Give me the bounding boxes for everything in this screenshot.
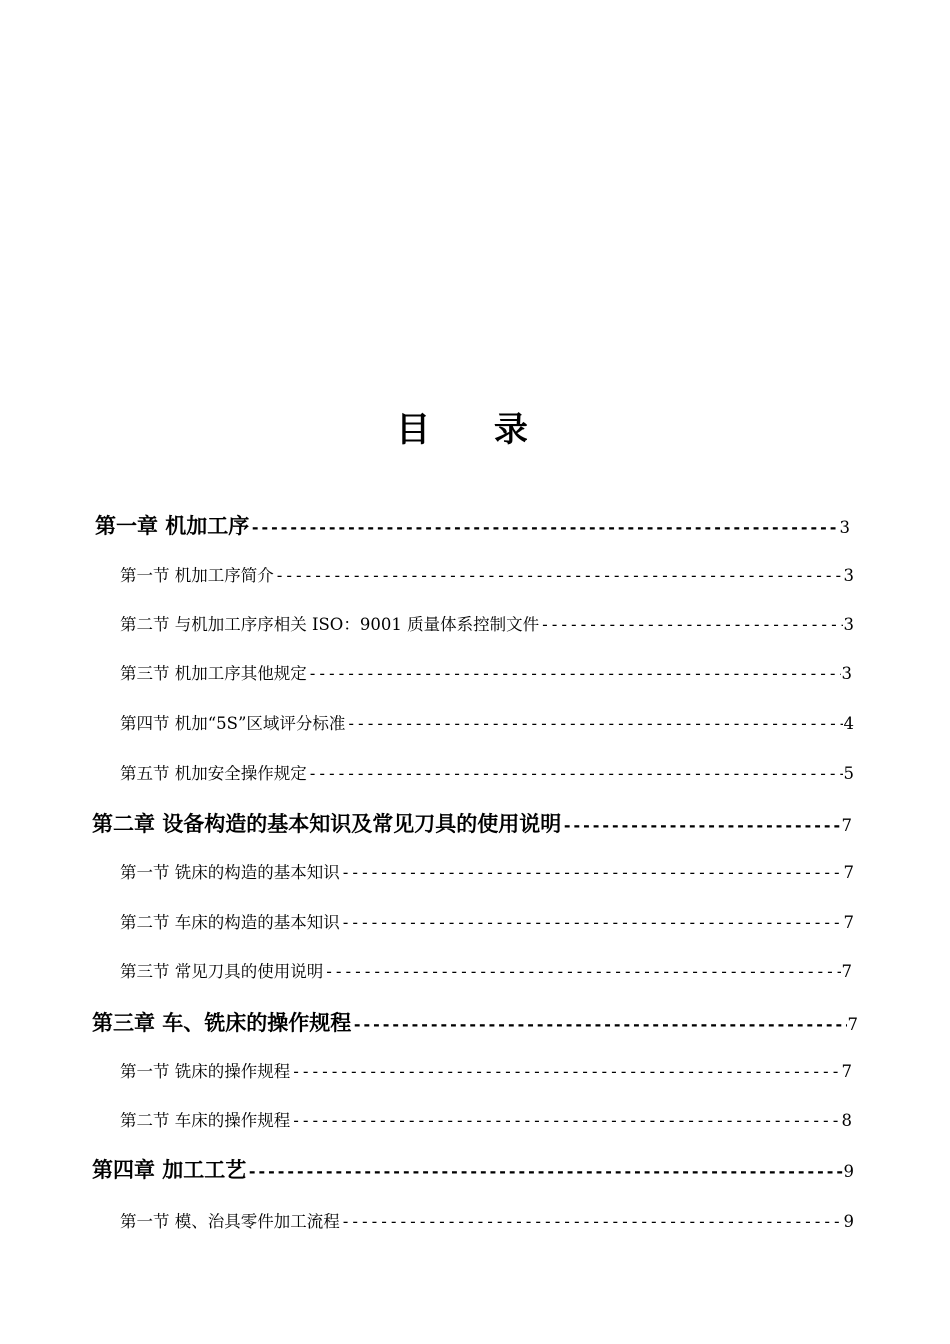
toc-entry-label: 第一章 机加工序 bbox=[95, 514, 250, 538]
toc-page-number: 7 bbox=[843, 913, 854, 932]
toc-entry-label: 第五节 机加安全操作规定 bbox=[120, 764, 307, 783]
toc-entry-label: 第二节 与机加工序序相关 ISO：9001 质量体系控制文件 bbox=[120, 615, 540, 634]
toc-section-2-2[interactable] bbox=[120, 909, 854, 935]
toc-section-2-3[interactable] bbox=[120, 958, 852, 984]
toc-entry-label: 第一节 铣床的操作规程 bbox=[120, 1062, 291, 1081]
toc-dot-leader bbox=[341, 863, 843, 882]
toc-section-1-2[interactable] bbox=[120, 611, 854, 637]
toc-dot-leader bbox=[308, 764, 843, 783]
toc-entry-label: 第二节 车床的构造的基本知识 bbox=[120, 913, 340, 932]
toc-dot-leader bbox=[308, 664, 841, 683]
toc-dot-leader bbox=[540, 615, 842, 634]
toc-section-3-1[interactable] bbox=[120, 1058, 852, 1084]
toc-entry-label: 第一节 模、治具零件加工流程 bbox=[120, 1212, 340, 1231]
toc-section-1-5[interactable] bbox=[120, 760, 854, 786]
toc-chapter-1[interactable] bbox=[95, 510, 850, 540]
toc-entry-label: 第一节 铣床的构造的基本知识 bbox=[120, 863, 340, 882]
toc-entry-label: 第四节 机加“5S”区域评分标准 bbox=[120, 714, 346, 733]
toc-chapter-4[interactable] bbox=[92, 1154, 854, 1184]
toc-dot-leader bbox=[291, 1111, 840, 1130]
toc-page-number: 5 bbox=[843, 764, 854, 783]
page-title: 目 录 bbox=[396, 410, 554, 450]
toc-section-2-1[interactable] bbox=[120, 859, 854, 885]
toc-page-number: 8 bbox=[841, 1111, 852, 1130]
toc-dot-leader bbox=[352, 1015, 846, 1034]
toc-dot-leader bbox=[291, 1062, 840, 1081]
toc-section-3-2[interactable] bbox=[120, 1107, 852, 1133]
toc-dot-leader bbox=[562, 816, 840, 835]
toc-section-1-3[interactable] bbox=[120, 660, 852, 686]
toc-entry-label: 第二节 车床的操作规程 bbox=[120, 1111, 291, 1130]
toc-page-number: 4 bbox=[843, 714, 854, 733]
toc-page-number: 7 bbox=[841, 962, 852, 981]
toc-entry-label: 第一节 机加工序简介 bbox=[120, 566, 274, 585]
toc-entry-label: 第二章 设备构造的基本知识及常见刀具的使用说明 bbox=[92, 812, 562, 836]
toc-dot-leader bbox=[341, 913, 843, 932]
toc-dot-leader bbox=[341, 1212, 843, 1231]
toc-dot-leader bbox=[275, 566, 843, 585]
toc-dot-leader bbox=[324, 962, 840, 981]
toc-page-number: 9 bbox=[843, 1212, 854, 1231]
toc-chapter-3[interactable] bbox=[92, 1007, 858, 1037]
toc-section-4-1[interactable] bbox=[120, 1208, 854, 1234]
toc-chapter-2[interactable] bbox=[92, 808, 852, 838]
toc-dot-leader bbox=[346, 714, 842, 733]
toc-page-number: 3 bbox=[843, 566, 854, 585]
toc-section-1-4[interactable] bbox=[120, 710, 854, 736]
toc-dot-leader bbox=[247, 1162, 842, 1181]
toc-page-number: 7 bbox=[841, 1062, 852, 1081]
toc-entry-label: 第四章 加工工艺 bbox=[92, 1158, 247, 1182]
toc-page-number: 9 bbox=[843, 1162, 854, 1181]
toc-page-number: 3 bbox=[841, 664, 852, 683]
toc-page-number: 7 bbox=[847, 1015, 858, 1034]
toc-page-number: 3 bbox=[843, 615, 854, 634]
toc-dot-leader bbox=[250, 518, 838, 537]
toc-page-number: 3 bbox=[839, 518, 850, 537]
toc-entry-label: 第三章 车、铣床的操作规程 bbox=[92, 1011, 352, 1035]
toc-section-1-1[interactable] bbox=[120, 562, 854, 588]
toc-entry-label: 第三节 常见刀具的使用说明 bbox=[120, 962, 324, 981]
toc-page-number: 7 bbox=[843, 863, 854, 882]
toc-page-number: 7 bbox=[841, 816, 852, 835]
toc-entry-label: 第三节 机加工序其他规定 bbox=[120, 664, 307, 683]
